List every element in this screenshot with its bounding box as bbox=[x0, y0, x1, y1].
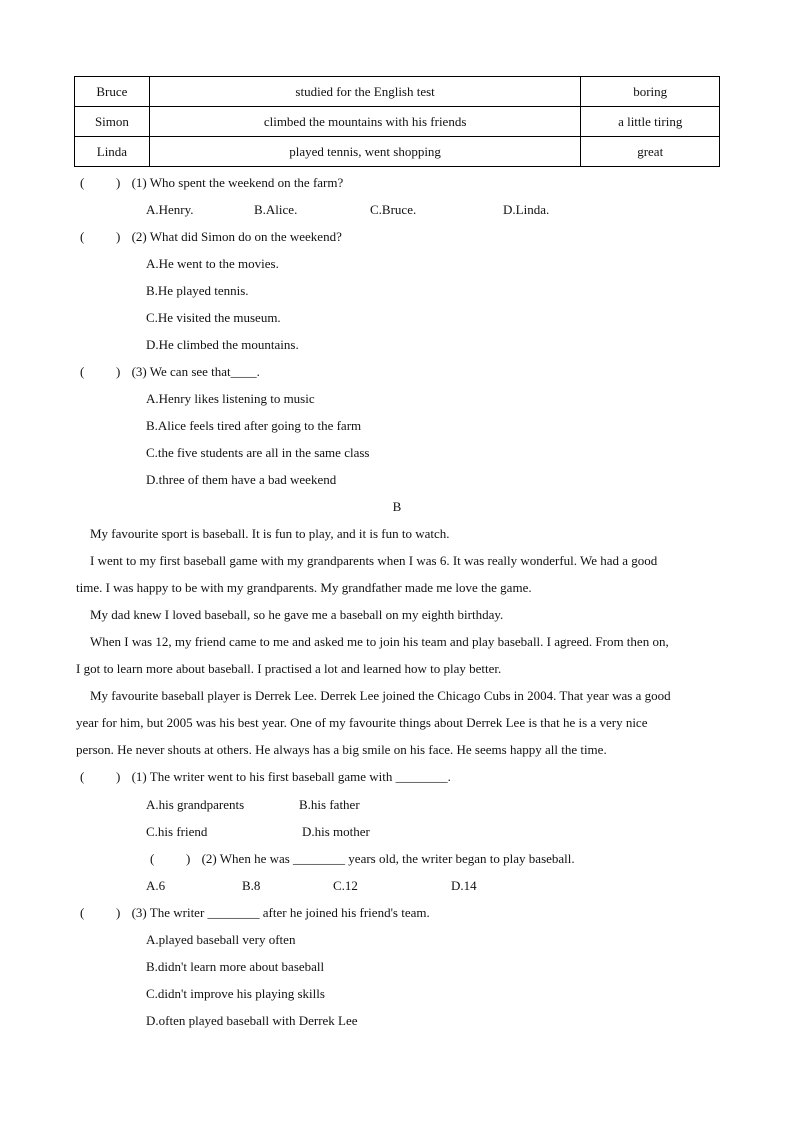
option[interactable]: C.12 bbox=[333, 878, 358, 893]
option[interactable]: B.didn't learn more about baseball bbox=[146, 959, 325, 974]
option[interactable]: D.often played baseball with Derrek Lee bbox=[146, 1013, 358, 1028]
answer-blank-close: ) bbox=[116, 769, 121, 784]
table-cell-feeling: boring bbox=[581, 77, 720, 107]
option[interactable]: D.He climbed the mountains. bbox=[146, 337, 299, 352]
question-a2 bbox=[80, 229, 342, 245]
table-row bbox=[75, 137, 720, 167]
option[interactable]: B.Alice feels tired after going to the farm bbox=[146, 418, 362, 433]
table-cell-activity: studied for the English test bbox=[149, 77, 581, 107]
passage-line: year for him, but 2005 was his best year. One of my favourite things about Derrek Lee is that he is a very nice bbox=[76, 715, 648, 730]
question-text: We can see that____. bbox=[149, 364, 260, 379]
passage-line: time. I was happy to be with my grandparents. My grandfather made me love the game. bbox=[76, 580, 532, 595]
table-cell-feeling: a little tiring bbox=[581, 107, 720, 137]
question-number: (3) bbox=[131, 364, 147, 379]
option[interactable]: C.didn't improve his playing skills bbox=[146, 986, 325, 1001]
option[interactable]: C.Bruce. bbox=[370, 202, 417, 217]
summary-table bbox=[74, 76, 720, 167]
table-cell-name: Linda bbox=[75, 137, 150, 167]
passage-line: person. He never shouts at others. He always has a big smile on his face. He seems happy all the time. bbox=[76, 742, 607, 757]
option[interactable]: B.8 bbox=[242, 878, 261, 893]
question-number: (1) bbox=[131, 175, 147, 190]
passage-line: When I was 12, my friend came to me and asked me to join his team and play baseball. I agreed. From then on, bbox=[90, 634, 669, 649]
question-a3 bbox=[80, 364, 260, 380]
option[interactable]: B.Alice. bbox=[254, 202, 298, 217]
question-text: When he was ________ years old, the writer began to play baseball. bbox=[219, 851, 575, 866]
option[interactable]: D.his mother bbox=[302, 824, 370, 839]
table-row bbox=[75, 77, 720, 107]
answer-blank-open[interactable]: ( bbox=[80, 175, 85, 190]
table-cell-name: Bruce bbox=[75, 77, 150, 107]
table-cell-activity: played tennis, went shopping bbox=[149, 137, 581, 167]
option[interactable]: A.6 bbox=[146, 878, 166, 893]
option[interactable]: B.He played tennis. bbox=[146, 283, 249, 298]
option[interactable]: C.the five students are all in the same class bbox=[146, 445, 370, 460]
table-row bbox=[75, 107, 720, 137]
table-cell-name: Simon bbox=[75, 107, 150, 137]
option[interactable]: C.He visited the museum. bbox=[146, 310, 281, 325]
option[interactable]: A.He went to the movies. bbox=[146, 256, 279, 271]
question-a1 bbox=[80, 175, 343, 191]
answer-blank-close: ) bbox=[116, 175, 121, 190]
answer-blank-close: ) bbox=[186, 851, 191, 866]
option[interactable]: D.14 bbox=[451, 878, 477, 893]
answer-blank-open[interactable]: ( bbox=[80, 769, 85, 784]
option[interactable]: A.his grandparents bbox=[146, 797, 245, 812]
question-number: (1) bbox=[131, 769, 147, 784]
question-text: The writer went to his first baseball game with ________. bbox=[149, 769, 451, 784]
passage-line: My favourite sport is baseball. It is fun to play, and it is fun to watch. bbox=[90, 526, 450, 541]
passage-line: I got to learn more about baseball. I practised a lot and learned how to play better. bbox=[76, 661, 502, 676]
answer-blank-open[interactable]: ( bbox=[80, 905, 85, 920]
passage-line: My favourite baseball player is Derrek Lee. Derrek Lee joined the Chicago Cubs in 2004. That year was a good bbox=[90, 688, 671, 703]
option[interactable]: A.played baseball very often bbox=[146, 932, 296, 947]
question-b2 bbox=[150, 851, 575, 867]
passage-line: I went to my first baseball game with my grandparents when I was 6. It was really wonderful. We had a good bbox=[90, 553, 658, 568]
answer-blank-open[interactable]: ( bbox=[80, 364, 85, 379]
table-cell-feeling: great bbox=[581, 137, 720, 167]
option[interactable]: D.three of them have a bad weekend bbox=[146, 472, 337, 487]
option[interactable]: D.Linda. bbox=[503, 202, 550, 217]
passage-line: My dad knew I loved baseball, so he gave me a baseball on my eighth birthday. bbox=[90, 607, 504, 622]
answer-blank-close: ) bbox=[116, 229, 121, 244]
question-number: (2) bbox=[201, 851, 217, 866]
question-text: What did Simon do on the weekend? bbox=[149, 229, 342, 244]
option[interactable]: C.his friend bbox=[146, 824, 208, 839]
section-heading: B bbox=[392, 499, 402, 514]
answer-blank-open[interactable]: ( bbox=[150, 851, 155, 866]
answer-blank-close: ) bbox=[116, 905, 121, 920]
question-number: (3) bbox=[131, 905, 147, 920]
table-cell-activity: climbed the mountains with his friends bbox=[149, 107, 581, 137]
option[interactable]: A.Henry. bbox=[146, 202, 194, 217]
question-b1 bbox=[80, 769, 451, 785]
option[interactable]: B.his father bbox=[299, 797, 360, 812]
question-text: Who spent the weekend on the farm? bbox=[149, 175, 344, 190]
question-number: (2) bbox=[131, 229, 147, 244]
question-text: The writer ________ after he joined his friend's team. bbox=[149, 905, 430, 920]
question-b3 bbox=[80, 905, 430, 921]
option[interactable]: A.Henry likes listening to music bbox=[146, 391, 315, 406]
answer-blank-open[interactable]: ( bbox=[80, 229, 85, 244]
answer-blank-close: ) bbox=[116, 364, 121, 379]
